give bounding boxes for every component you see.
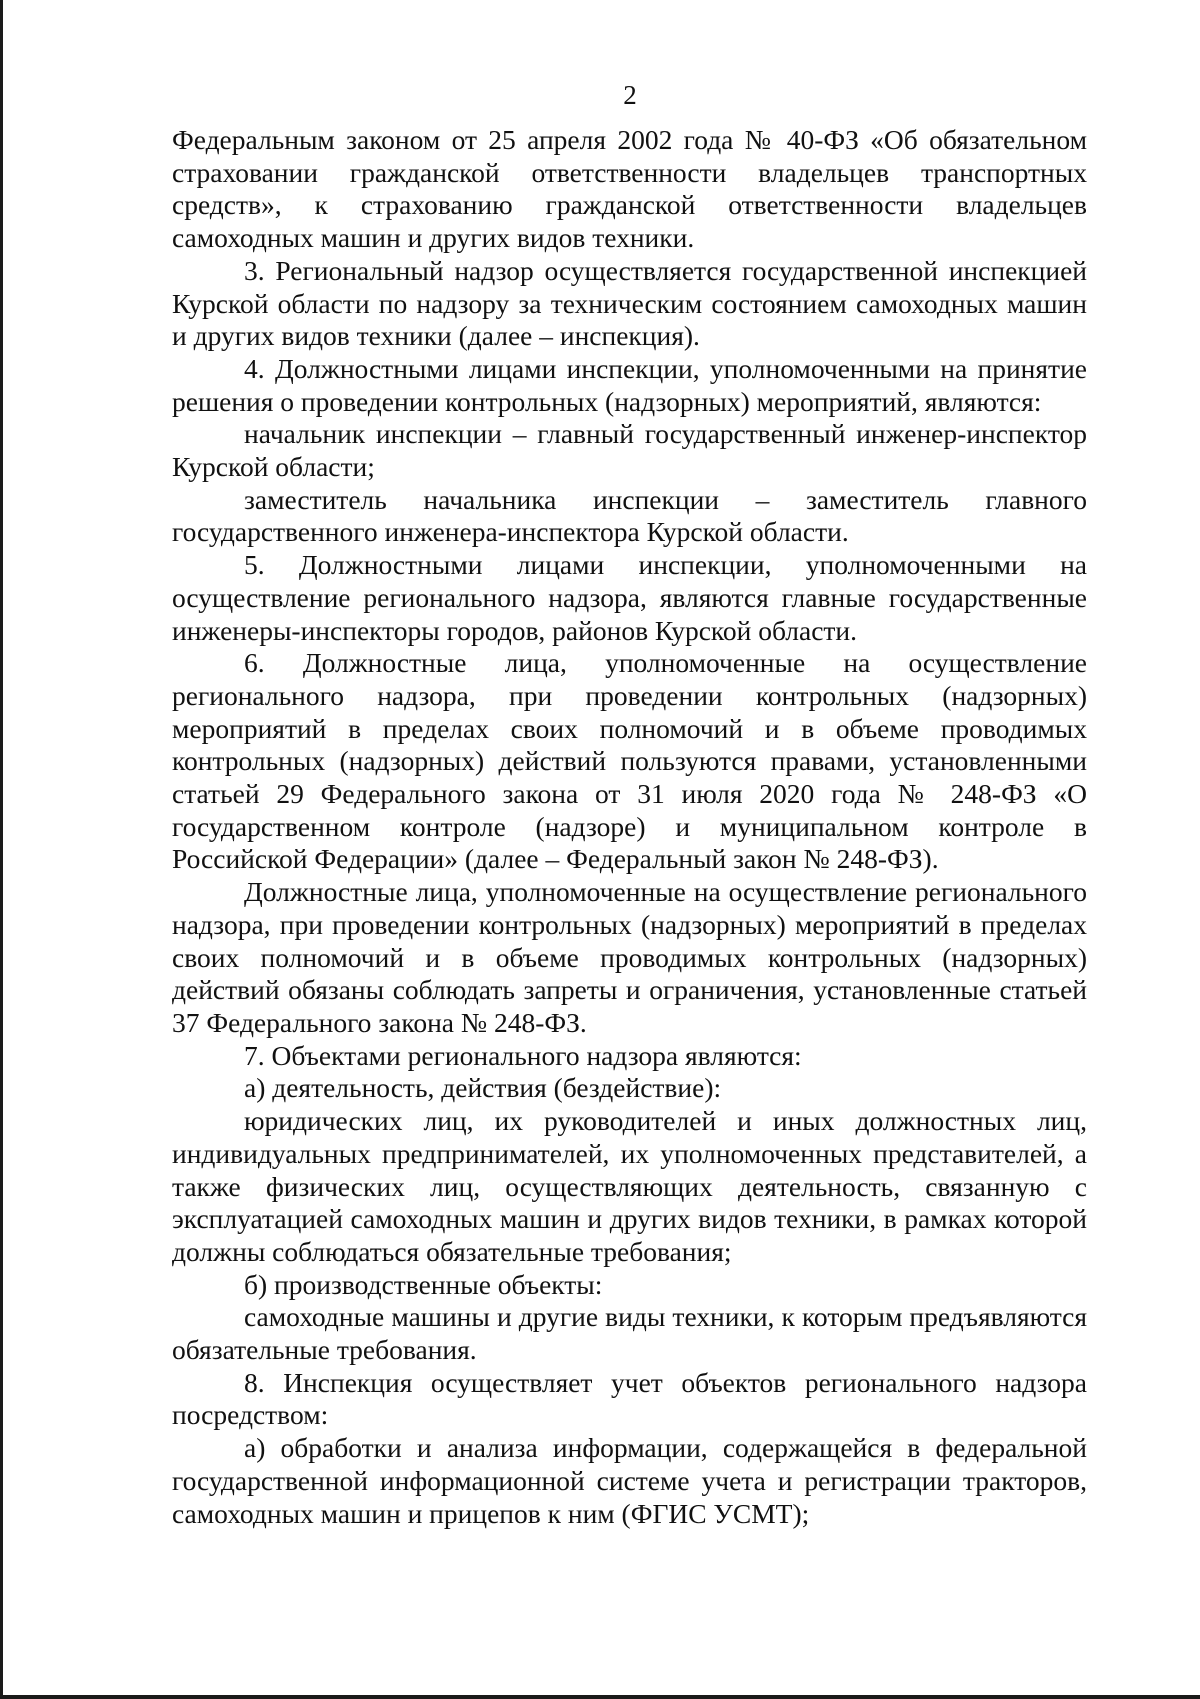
paragraph-7a-detail: юридических лиц, их руководителей и иных должностных лиц, индивидуальных предпринимателей, их уполномоченных представителей, а также физических лиц, осуществляющих деятельность, связанную с эксплуатацией самоходных машин и других видов техники, в рамках которой должны соблюдаться обязательные требования; [172, 1105, 1087, 1267]
paragraph-5: 5. Должностными лицами инспекции, уполномоченными на осуществление регионального надзора, являются главные государственные инженеры-инспекторы городов, районов Курской области. [172, 549, 1087, 646]
paragraph-8: 8. Инспекция осуществляет учет объектов регионального надзора посредством: [172, 1366, 1087, 1431]
page-number: 2 [623, 80, 637, 110]
paragraph-7a: а) деятельность, действия (бездействие): [244, 1072, 722, 1104]
paragraph-7: 7. Объектами регионального надзора являются: [244, 1039, 802, 1071]
paragraph-3: 3. Региональный надзор осуществляется государственной инспекцией Курской области по надзору за техническим состоянием самоходных машин и других видов техники (далее – инспекция). [172, 254, 1087, 352]
document-body [172, 124, 1087, 1530]
paragraph-4-head: начальник инспекции – главный государственный инженер-инспектор Курской области; [172, 418, 1087, 483]
paragraph-7b: б) производственные объекты: [244, 1268, 603, 1300]
scan-bottom-border [0, 1695, 1200, 1699]
paragraph-7b-detail: самоходные машины и другие виды техники, к которым предъявляются обязательные требования. [172, 1301, 1087, 1366]
paragraph-6-duties: Должностные лица, уполномоченные на осуществление регионального надзора, при проведении контрольных (надзорных) мероприятий в пределах своих полномочий и в объеме проводимых контрольных (надзорных) действий обязаны соблюдать запреты и ограничения, установленные статьей 37 Федерального закона № 248-ФЗ. [172, 876, 1087, 1038]
paragraph-8a: а) обработки и анализа информации, содержащейся в федеральной государственной информационной системе учета и регистрации тракторов, самоходных машин и прицепов к ним (ФГИС УСМТ); [172, 1432, 1087, 1529]
paragraph-4: 4. Должностными лицами инспекции, уполномоченными на принятие решения о проведении контрольных (надзорных) мероприятий, являются: [172, 352, 1087, 417]
scan-left-border [0, 0, 3, 1699]
paragraph-6: 6. Должностные лица, уполномоченные на осуществление регионального надзора, при проведении контрольных (надзорных) мероприятий в пределах своих полномочий и в объеме проводимых контрольных (надзорных) действий пользуются правами, установленными статьей 29 Федерального закона от 31 июля 2020 года № 248-ФЗ «О государственном контроле (надзоре) и муниципальном контроле в Российской Федерации» (далее – Федеральный закон № 248-ФЗ). [172, 647, 1087, 875]
paragraph-1: Федеральным законом от 25 апреля 2002 года № 40-ФЗ «Об обязательном страховании гражданской ответственности владельцев транспортных средств», к страхованию гражданской ответственности владельцев самоходных машин и других видов техники. [172, 124, 1087, 254]
paragraph-4-deputy: заместитель начальника инспекции – заместитель главного государственного инженера-инспектора Курской области. [172, 483, 1087, 548]
